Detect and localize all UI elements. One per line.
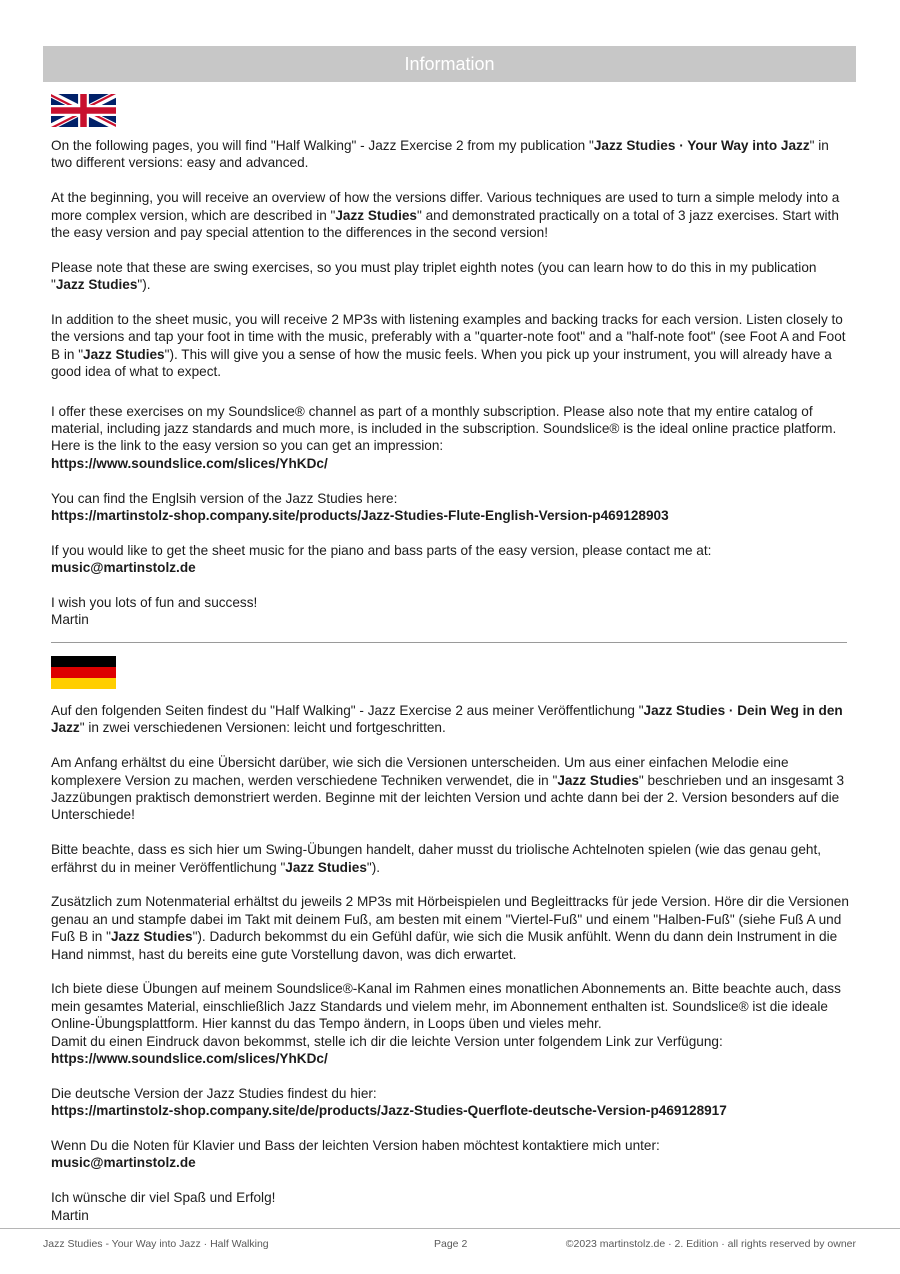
uk-flag-icon	[51, 94, 116, 127]
footer-left: Jazz Studies - Your Way into Jazz · Half Walking	[43, 1238, 269, 1250]
soundslice-link[interactable]: https://www.soundslice.com/slices/YhKDc/	[51, 455, 328, 471]
paragraph: On the following pages, you will find "Half Walking" - Jazz Exercise 2 from my publication "Jazz Studies · Your Way into Jazz" in two different versions: easy and advanced.	[51, 138, 829, 171]
paragraph: If you would like to get the sheet music for the piano and bass parts of the easy version, please contact me at: music@martinstolz.de	[51, 542, 712, 576]
paragraph: Bitte beachte, dass es sich hier um Swing-Übungen handelt, daher musst du triolische Achtelnoten spielen (wie das genau geht, erfährst du in meiner Veröffentlichung "Jazz Studies").	[51, 842, 822, 875]
english-section	[51, 137, 851, 646]
paragraph: Zusätzlich zum Notenmaterial erhältst du jeweils 2 MP3s mit Hörbeispielen und Begleittracks für jede Version. Höre dir die Versionen genau an und stampfe dabei im Takt mit deinem Fuß, am besten mit einem "Viertel-Fuß" und einem "Halben-Fuß" (siehe Fuß A und Fuß B in "Jazz Studies"). Dadurch bekommst du ein Gefühl dafür, wie sich die Musik anfühlt. Wenn du dann dein Instrument in die Hand nimmst, hast du bereits eine gute Vorstellung davon, was dich erwartet.	[51, 894, 849, 962]
german-section	[51, 702, 851, 1241]
paragraph: Am Anfang erhältst du eine Übersicht darüber, wie sich die Versionen unterscheiden. Um aus einer einfachen Melodie eine komplexere Version zu machen, werden verschiedene Techniken verwendet, die in "Jazz Studies" beschrieben und an insgesamt 3 Jazzübungen praktisch demonstriert werden. Beginne mit der leichten Version und achte dann bei der 2. Version besonders auf die Unterschiede!	[51, 755, 845, 823]
shop-link-english[interactable]: https://martinstolz-shop.company.site/products/Jazz-Studies-Flute-English-Version-p469128903	[51, 508, 669, 524]
signoff: Ich wünsche dir viel Spaß und Erfolg! Martin	[51, 1190, 276, 1223]
shop-link-german[interactable]: https://martinstolz-shop.company.site/de/products/Jazz-Studies-Querflote-deutsche-Version-p469128917	[51, 1103, 727, 1119]
header-title: Information	[404, 53, 495, 74]
paragraph: Die deutsche Version der Jazz Studies findest du hier: https://martinstolz-shop.company.site/de/products/Jazz-Studies-Querflote-deutsche-Version-p469128917	[51, 1085, 727, 1119]
paragraph: You can find the Englsih version of the Jazz Studies here: https://martinstolz-shop.company.site/products/Jazz-Studies-Flute-English-Version-p469128903	[51, 490, 669, 524]
footer-page-number: Page 2	[434, 1238, 468, 1250]
paragraph: In addition to the sheet music, you will receive 2 MP3s with listening examples and backing tracks for each version. Listen closely to the versions and tap your foot in time with the music, preferably with a "quarter-note foot" and a "half-note foot" (see Foot A and Foot B in "Jazz Studies"). This will give you a sense of how the music feels. When you pick up your instrument, you will already have a good idea of what to expect.	[51, 312, 846, 380]
germany-flag-icon	[51, 656, 116, 689]
soundslice-link[interactable]: https://www.soundslice.com/slices/YhKDc/	[51, 1051, 328, 1067]
paragraph: I offer these exercises on my Soundslice® channel as part of a monthly subscription. Please also note that my entire catalog of material, including jazz standards and much more, is included in the subscription. Soundslice® is the ideal online practice platform. Here is the link to the easy version so you can get an impression: https://www.soundslice.com/slices/YhKDc/	[51, 403, 837, 471]
paragraph: At the beginning, you will receive an overview of how the versions differ. Various techniques are used to turn a simple melody into a more complex version, which are described in "Jazz Studies" and demonstrated practically on a total of 3 jazz exercises. Start with the easy version and pay special attention to the differences in the second version!	[51, 190, 840, 241]
email-link[interactable]: music@martinstolz.de	[51, 560, 196, 576]
section-divider	[51, 642, 847, 643]
paragraph: Auf den folgenden Seiten findest du "Half Walking" - Jazz Exercise 2 aus meiner Veröffentlichung "Jazz Studies · Dein Weg in den Jazz" in zwei verschiedenen Versionen: leicht und fortgeschritten.	[51, 703, 843, 736]
paragraph: Please note that these are swing exercises, so you must play triplet eighth notes (you can learn how to do this in my publication "Jazz Studies").	[51, 259, 817, 293]
footer-copyright: ©2023 martinstolz.de · 2. Edition · all rights reserved by owner	[565, 1238, 856, 1250]
section-header	[43, 46, 856, 82]
footer-divider	[0, 1228, 900, 1229]
paragraph: Wenn Du die Noten für Klavier und Bass der leichten Version haben möchtest kontaktiere mich unter: music@martinstolz.de	[51, 1138, 660, 1171]
signoff: I wish you lots of fun and success! Martin	[51, 595, 258, 628]
paragraph: Ich biete diese Übungen auf meinem Soundslice®-Kanal im Rahmen eines monatlichen Abonnements an. Bitte beachte auch, dass mein gesamtes Material, einschließlich Jazz Standards und vielem mehr, im Abonnement enthalten ist. Soundslice® ist die ideale Online-Übungsplattform. Hier kannst du das Tempo ändern, in Loops üben und vieles mehr. Damit du einen Eindruck davon bekommst, stelle ich dir die leichte Version unter folgendem Link zur Verfügung: https://www.soundslice.com/slices/YhKDc/	[51, 981, 841, 1067]
email-link[interactable]: music@martinstolz.de	[51, 1155, 196, 1171]
